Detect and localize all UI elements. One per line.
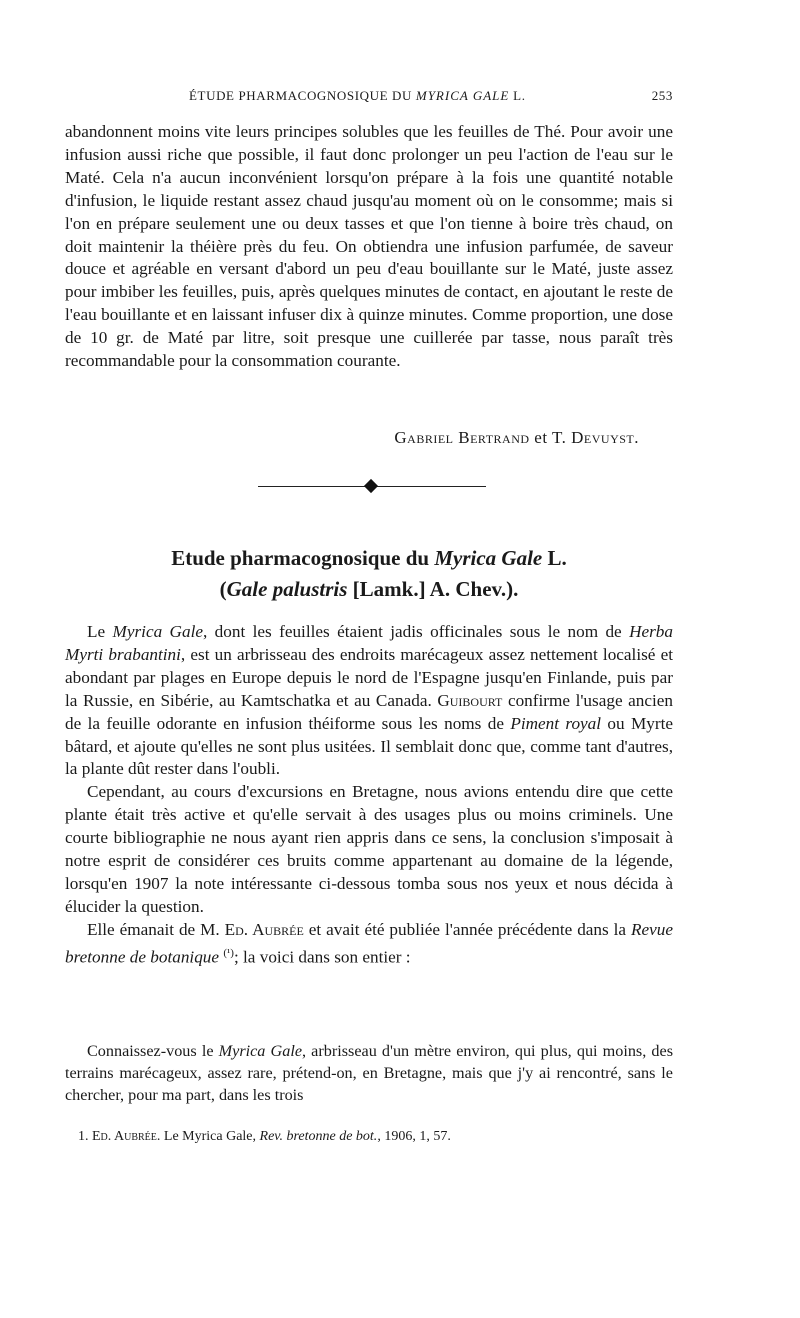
diamond-ornament-icon	[364, 479, 378, 493]
article-title-line2: (Gale palustris [Lamk.] A. Chev.).	[219, 577, 519, 601]
article-title	[65, 543, 673, 605]
paragraph-source: Elle émanait de M. Ed. Aubrée et avait été publiée l'année précédente dans la Revue bretonne de botanique $^{(^1)}$; la voici dans son entier :	[65, 919, 673, 967]
quoted-passage: Connaissez-vous le Myrica Gale, arbrisseau d'un mètre environ, qui plus, qui moins, des terrains marécageux, assez rare, prétend-on, en Bretagne, mais que j'y ai rencontré, sans le chercher, pour ma part, dans les trois	[65, 1042, 673, 1104]
body-text-continuation: abandonnent moins vite leurs principes solubles que les feuilles de Thé. Pour avoir une infusion aussi riche que possible, il faut donc prolonger un peu l'action de l'eau sur le Maté. Cela n'a aucun inconvénient lorsqu'on prépare à la fois une quantité notable d'infusion, le liquide restant assez chaud jusqu'au moment où on le consomme; mais si l'on en prépare seulement une ou deux tasses et que l'on tienne à boire très chaud, on doit maintenir la théière près du feu. On obtiendra une infusion parfumée, de saveur douce et agréable en versant d'abord un peu d'eau bouillante sur le Maté, juste assez pour imbiber les feuilles, puis, après quelques minutes de contact, en ajoutant le reste de l'eau bouillante et en laissant infuser dix à quinze minutes. Comme proportion, une dose de 10 gr. de Maté par litre, soit presque une cuillerée par tasse, nous paraît très recommandable pour la consommation courante.	[65, 122, 673, 371]
page-number: 253	[651, 88, 673, 103]
paragraph-excursions: Cependant, au cours d'excursions en Bretagne, nous avions entendu dire que cette plante était très active et qu'elle servait à des usages plus ou moins criminels. Une courte bibliographie ne nous ayant rien appris dans ce sens, la conclusion s'imposait à notre esprit de considérer ces bruits comme appartenant au domaine de la légende, lorsqu'en 1907 la note intéressante ci-dessous tomba sous nos yeux et nous décida à élucider la question.	[65, 782, 673, 916]
running-head-title: ÉTUDE PHARMACOGNOSIQUE DU MYRICA GALE L.	[189, 88, 526, 103]
footnote-reference: (¹)	[223, 946, 234, 959]
section-separator	[258, 480, 486, 492]
footnote: 1. Ed. Aubrée. Le Myrica Gale, Rev. bretonne de bot., 1906, 1, 57.	[78, 1129, 451, 1144]
article-title-line1: Etude pharmacognosique du Myrica Gale L.	[171, 546, 567, 570]
paragraph-intro: Le Myrica Gale, dont les feuilles étaient jadis officinales sous le nom de Herba Myrti brabantini, est un arbrisseau des endroits marécageux assez nettement localisé et abondant par plages en Europe depuis le nord de l'Espagne jusqu'en Finlande, puis par la Russie, en Sibérie, au Kamtschatka et au Canada. Guibourt confirme l'usage ancien de la feuille odorante en infusion théiforme sous les noms de Piment royal ou Myrte bâtard, et ajoute qu'elles ne sont plus usitées. Il semblait donc que, comme tant d'autres, la plante dût rester dans l'oubli.	[65, 622, 673, 779]
running-head	[65, 88, 673, 108]
author-signature: Gabriel Bertrand et T. Devuyst.	[394, 428, 639, 447]
article-body	[65, 621, 673, 969]
